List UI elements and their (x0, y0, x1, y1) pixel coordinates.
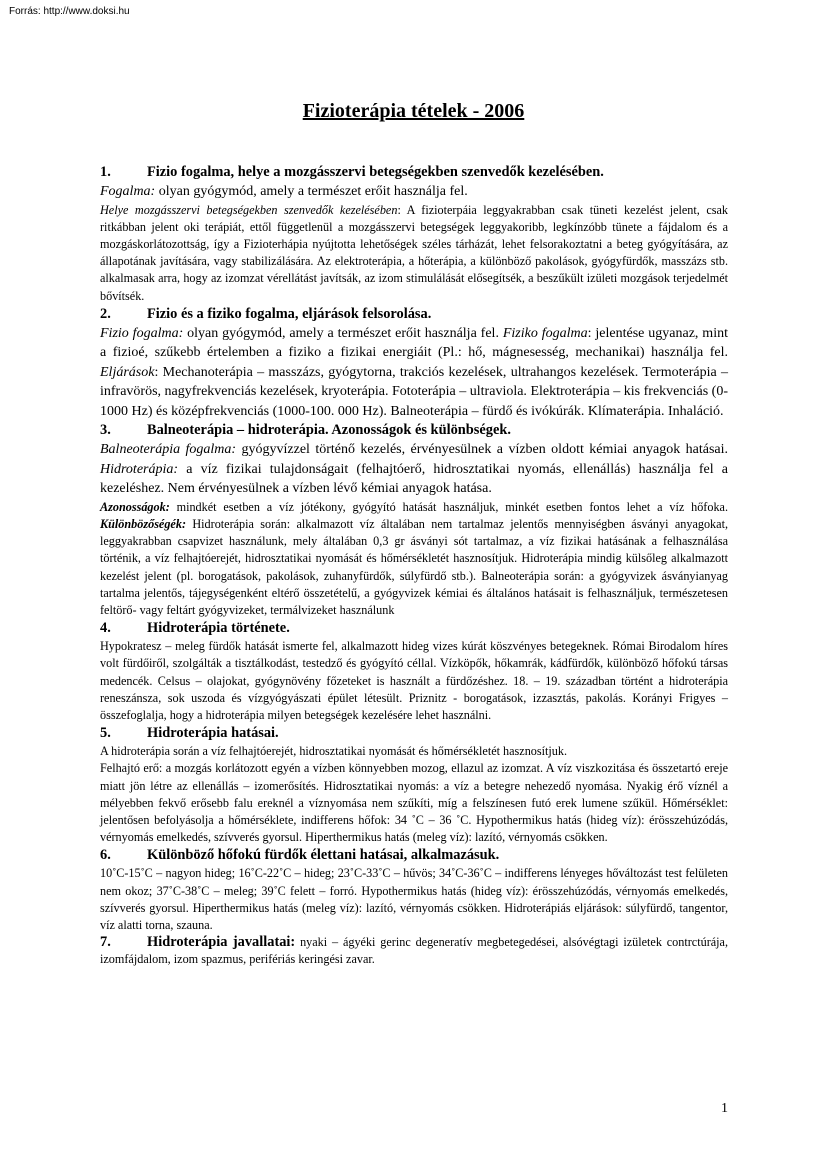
body-text: gyógyvízzel történő kezelés, érvényesülnek a vízben oldott kémiai anyagok hatásai. (236, 442, 729, 458)
term-label: Fizio fogalma: (100, 325, 184, 341)
term-label: Eljárások (100, 364, 155, 380)
body-text: : Mechanoterápia – masszázs, gyógytorna, trakciós kezelések, ultrahangos kezelések. Termoterápia – infravörös, nagyfrekvenciás kezelések, kryoterápia. Fototerápia – ultraviola. Elektroterápia – kis frekvenciás (0-1000 Hz) és középfrekvenciás (1000-100. 000 Hz). Balneoterápia – fürdő és ivókúrák. Klímaterápia. Inhaláció. (100, 364, 728, 419)
section-3-heading (100, 421, 728, 440)
section-title: Fizio és a fiziko fogalma, eljárások felsorolása. (147, 305, 432, 322)
section-4-heading (100, 619, 728, 638)
body-text: nyaki – ágyéki gerinc degeneratív megbetegedései, alsóvégtagi izületek contrctúrája, izomfájdalom, izom spazmus, perifériás keringési zavar. (100, 935, 728, 967)
section-title: Hidroterápia javallatai: (147, 934, 296, 951)
section-title: Fizio fogalma, helye a mozgásszervi betegségekben szenvedők kezelésében. (147, 164, 604, 180)
section-number: 3. (100, 422, 111, 439)
term-text: olyan gyógymód, amely a természet erőit használja fel. (155, 184, 468, 199)
section-1-body (100, 202, 728, 305)
section-1-heading (100, 163, 728, 182)
section-5-body: Felhajtó erő: a mozgás korlátozott egyén a vízben könnyebben mozog, ellazul az izomzat. A víz viszkozitása és összetartó ereje miatt jön létre az ellenállás – izomerősítés. Hidrosztatikai nyomás: a víz a betegre nehezedő nyomása. Nyakig érő víznél a mélyebben fekvő erősebb falu ereknél a víznyomása nem szűkíti, míg a felszínesen futó erek lumene szűkül. Hőmérséklet: jelentősen befolyásolja a hőmérséklete, indifferens hőfok: 34 ˚C – 36 ˚C. Hypothermikus hatás (hideg víz): érösszehúzódás, vérnyomás emelkedés, szívverés gyorsul. Hiperthermikus hatás (meleg víz): lazító, vérnyomás csökken. (100, 761, 728, 845)
section-title: Hidroterápia hatásai. (147, 725, 279, 742)
section-title: Hidroterápia története. (147, 620, 290, 637)
section-number: 2. (100, 305, 111, 322)
document-body (100, 163, 728, 969)
term-label: Hidroterápia: (100, 461, 179, 477)
section-7 (100, 934, 728, 968)
section-3-intro (100, 440, 728, 499)
section-2-heading (100, 305, 728, 324)
term-label: Különbözőségék: (100, 516, 186, 531)
section-2-body (100, 324, 728, 422)
section-number: 5. (100, 725, 111, 742)
section-title: Balneoterápia – hidroterápia. Azonosságok és különbségek. (147, 422, 511, 439)
body-text: mindkét esetben a víz jótékony, gyógyító hatását használjuk, minkét esetben fontos lehet a víz hőfoka. (169, 499, 728, 514)
section-number: 1. (100, 164, 111, 180)
term-label: Azonosságok: (100, 499, 170, 514)
section-number: 4. (100, 620, 111, 637)
section-3-body (100, 499, 728, 619)
body-text: olyan gyógymód, amely a természet erőit használja fel. (183, 325, 503, 341)
term-label: Helye mozgásszervi betegségekben szenvedők kezelésében (100, 202, 398, 217)
body-text: : A fizioterpáia leggyakrabban csak tüneti kezelést jelent, csak ritkábban jelent oki terápiát, ettől függetlenül a mozgásszervi betegségek leggyakoribb, legkínzóbb tünete a fájdalom és a mozgáskorlátozottság, így a Fizioterhápia nyújtotta lehetőségek széles tárházát, lehet felsorakoztatni a beteg gyógyítására, az állapotának javítására, vagy stabilizálására. Az elektroterápia, a hőterápia, a különböző pakolások, gyógyfürdők, masszázs stb. alkalmasak arra, hogy az izomzat vérellátást javítsák, az izom stimulálását elősegítsék, a beszűkült izületi mozgások terjedelmét bővítsék. (100, 202, 728, 303)
section-5-heading (100, 724, 728, 743)
source-label: Forrás: http://www.doksi.hu (9, 6, 130, 17)
section-1-definition (100, 182, 728, 202)
body-text: a víz fizikai tulajdonságait (felhajtóerő, hidrosztatikai nyomás, ellenállás) használja fel a kezeléshez. Nem érvényesülnek a vízben lévő kémiai anyagok hatása. (100, 461, 728, 497)
section-6-body: 10˚C-15˚C – nagyon hideg; 16˚C-22˚C – hideg; 23˚C-33˚C – hűvös; 34˚C-36˚C – indifferens lényeges hőváltozást test felületen nem okoz; 37˚C-38˚C – meleg; 39˚C felett – forró. Hypothermikus hatás (hideg víz): érösszehúzódás, vérnyomás emelkedés, szívverés gyorsul. Hiperthermikus hatás (meleg víz): lazító, vérnyomás csökken. Hidroterápiás eljárások: súlyfürdő, tangentor, víz alatti torna, szauna. (100, 866, 728, 932)
section-4-body: Hypokratesz – meleg fürdők hatását ismerte fel, alkalmazott hideg vizes kúrát köszvényes betegeknek. Római Birodalom híres volt fürdőiről, szolgálták a tisztálkodást, testedző és gyógyító céllal. Vízköpők, hőkamrák, kádfürdők, különböző hőfokú társas medencék. Celsus – olajokat, gyógynövény főzeteket is használt a fürdőzéshez. 18. – 19. században történt a hidroterápia reneszánsza, sok uszoda és vízgyógyászati épület létesült. Priznitz - borogatások, izzasztás, pakolás. Korányi Frigyes – összefoglalja, hogy a hidroterápia milyen betegségek kezelésére lehet használni. (100, 639, 728, 722)
term-label: Fogalma: (100, 184, 156, 199)
page-number: 1 (721, 1101, 728, 1116)
section-6-heading (100, 846, 728, 865)
term-label: Fiziko fogalma (502, 325, 588, 341)
section-5-intro: A hidroterápia során a víz felhajtóerejét, hidrosztatikai nyomását és hőmérsékletét hasznosítjuk. (100, 744, 568, 759)
page-title: Fizioterápia tételek - 2006 (302, 100, 525, 122)
section-title: Különböző hőfokú fürdők élettani hatásai, alkalmazásuk. (147, 847, 500, 864)
term-label: Balneoterápia fogalma: (100, 442, 237, 458)
section-number: 6. (100, 847, 111, 864)
section-number: 7. (100, 934, 111, 951)
body-text: : jelentése ugyanaz, mint a fizioé, szűkebb értelemben a fiziko a fizikai energiáit (Pl.: hő, mágnesesség, mechanikai) használja fel. (100, 325, 728, 361)
body-text: Hidroterápia során: alkalmazott víz általában nem tartalmaz jelentős mennyiségben ásványi anyagokat, leggyakrabban csapvizet használunk, mely általában 0,3 gr ásványi sót tartalmaz, a víz fizikai hatásának a felhasználása történik, a víz felhajtóerejét, hidrosztatikai nyomását és hőmérsékletét hasznosítjuk. Hidroterápia mindig külsőleg alkalmazott kezelést jelent (pl. borogatások, pakolások, zuhanyfürdők, súlyfürdő stb.). Balneoterápia során: a gyógyvizek ásványianyag tartalma jelentős, tájegységenként eltérő összetételű, a gyógyvizek kémiai és általános hatásait is felhasználjuk, természetesen feltörő- vagy feltárt gyógyvizeket, termálvizeket használunk (100, 516, 728, 617)
